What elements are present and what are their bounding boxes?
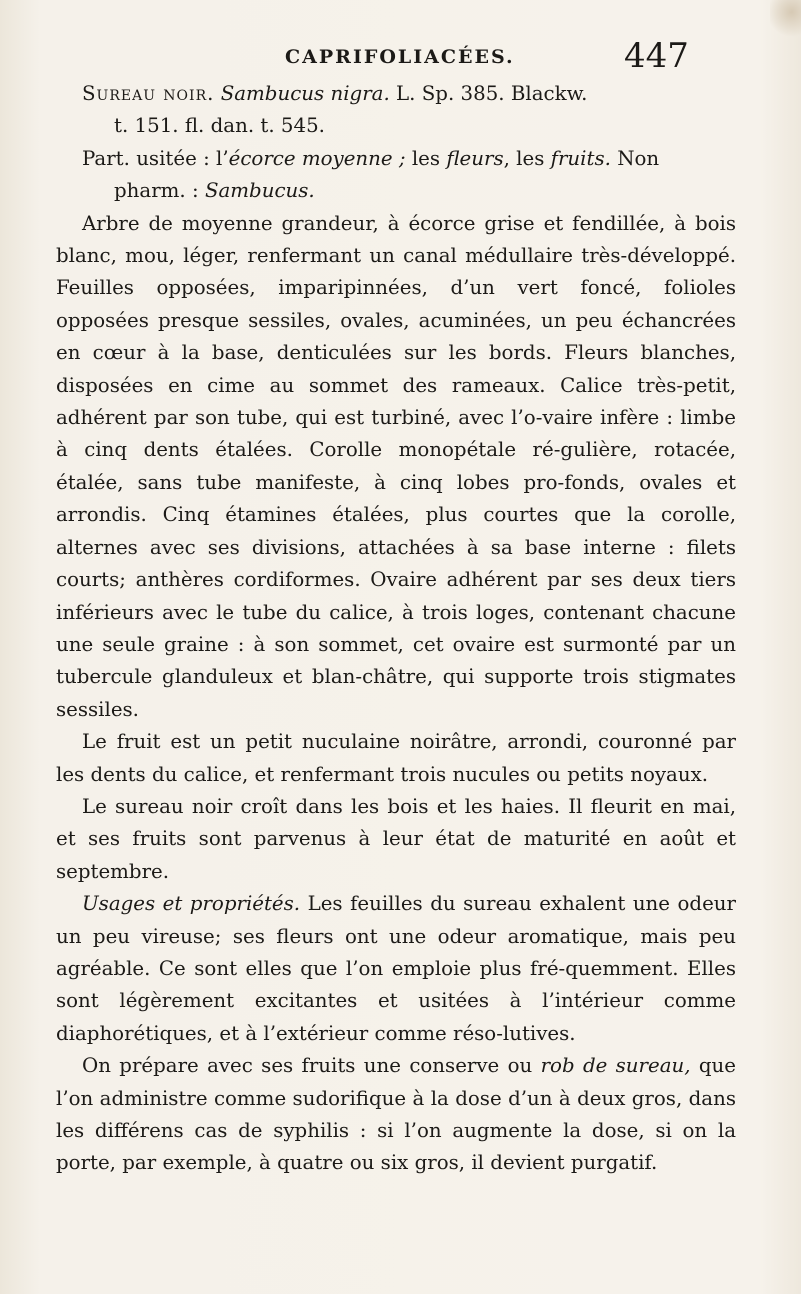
usages-text: Les feuilles du sureau exhalent une odeur un peu vireuse; ses fleurs ont une odeur aromatique, mais peu agréable. Ce sont elles que l’on emploie plus fré-quemment. Elles sont légèrement excitantes et usitées à l’intérieur comme diaphorétiques, et à l’extérieur comme réso-lutives. <box>56 892 736 1045</box>
pharm-label: pharm. : <box>114 179 199 203</box>
entry-heading <box>56 78 736 143</box>
usages-paragraph <box>56 888 736 1050</box>
entry-reference-line2: t. 151. fl. dan. t. 545. <box>114 114 325 138</box>
parts-used <box>56 143 736 208</box>
entry-name: Sureau noir. <box>82 82 215 105</box>
page-body <box>56 78 736 1180</box>
rob-paragraph <box>56 1050 736 1180</box>
page-stain <box>770 0 801 40</box>
parts-used-prefix: Part. usitée : l’ <box>82 146 229 170</box>
parts-used-les2: , les <box>503 146 545 170</box>
rob-before: On prépare avec ses fruits une conserve ou <box>82 1054 533 1078</box>
usages-heading: Usages et propriétés. <box>82 892 301 916</box>
parts-used-flowers: fleurs <box>446 146 504 170</box>
parts-used-non: Non <box>617 146 660 170</box>
page-header <box>0 36 801 76</box>
page-number: 447 <box>624 36 689 76</box>
rob-after: que l’on administre comme sudorifique à la dose d’un à deux gros, dans les différens cas de syphilis : si l’on augmente la dose, si on la porte, par exemple, à quatre ou six gros, il devient purgatif. <box>56 1054 736 1175</box>
parts-used-les: les <box>411 146 441 170</box>
parts-used-bark: écorce moyenne ; <box>228 146 406 170</box>
rob-term: rob de sureau, <box>540 1054 691 1078</box>
entry-latin-name: Sambucus nigra. <box>220 82 390 105</box>
habitat-paragraph: Le sureau noir croît dans les bois et les haies. Il fleurit en mai, et ses fruits sont parvenus à leur état de maturité en août et septembre. <box>56 794 736 883</box>
parts-used-fruits: fruits. <box>550 146 611 170</box>
description-paragraph: Arbre de moyenne grandeur, à écorce grise et fendillée, à bois blanc, mou, léger, renfermant un canal médullaire très-développé. Feuilles opposées, imparipinnées, d’un vert foncé, folioles opposées presque sessiles, ovales, acuminées, un peu échancrées en cœur à la base, denticulées sur les bords. Fleurs blanches, disposées en cime au sommet des rameaux. Calice très-petit, adhérent par son tube, qui est turbiné, avec l’o-vaire infère : limbe à cinq dents étalées. Corolle monopétale ré-gulière, rotacée, étalée, sans tube manifeste, à cinq lobes pro-fonds, ovales et arrondis. Cinq étamines étalées, plus courtes que la corolle, alternes avec ses divisions, attachées à sa base interne : filets courts; anthères cordiformes. Ovaire adhérent par ses deux tiers inférieurs avec le tube du calice, à trois loges, contenant chacune une seule graine : à son sommet, cet ovaire est surmonté par un tubercule glanduleux et blan-châtre, qui supporte trois stigmates sessiles. <box>56 211 736 721</box>
pharm-line <box>82 175 736 207</box>
fruit-paragraph: Le fruit est un petit nuculaine noirâtre, arrondi, couronné par les dents du calice, et renfermant trois nucules ou petits noyaux. <box>56 730 736 786</box>
entry-reference: L. Sp. 385. Blackw. <box>396 82 588 105</box>
running-title: CAPRIFOLIACÉES. <box>285 46 515 68</box>
pharm-name: Sambucus. <box>204 179 315 203</box>
